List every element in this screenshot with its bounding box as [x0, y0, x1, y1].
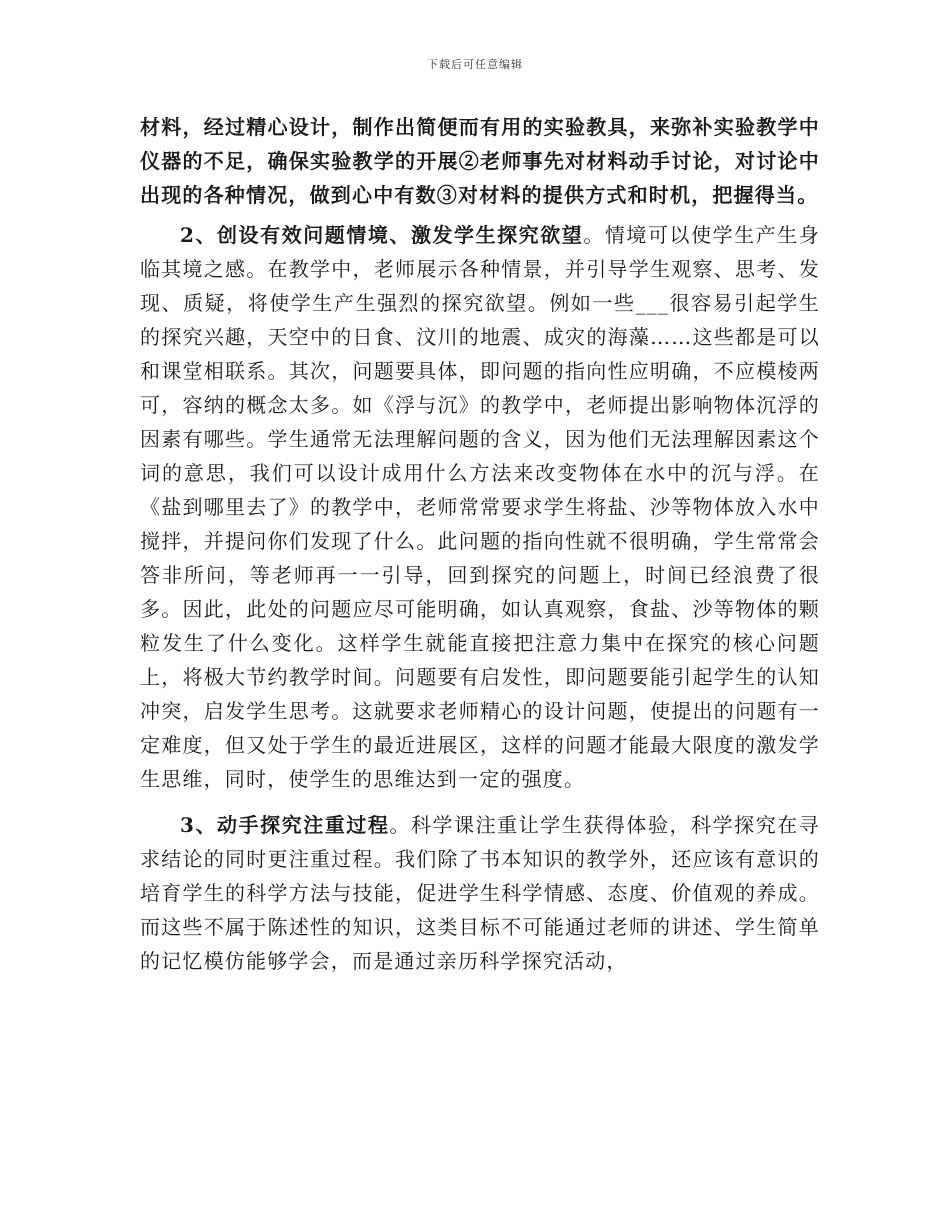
- document-body: [140, 110, 820, 978]
- paragraph-text: 材料，经过精心设计，制作出简便而有用的实验教具，来弥补实验教学中仪器的不足，确保实验教学的开展②老师事先对材料动手讨论，对讨论中出现的各种情况，做到心中有数③对材料的提供方式和时机，把握得当。: [140, 115, 820, 207]
- page-header: 下载后可任意编辑: [427, 58, 523, 71]
- paragraph-materials: [140, 110, 820, 212]
- paragraph-problem-situation: [140, 218, 820, 796]
- section-heading-3: 3、动手探究注重过程: [180, 813, 390, 837]
- paragraph-text: 。科学课注重让学生获得体验，科学探究在寻求结论的同时更注重过程。我们除了书本知识的教学外，还应该有意识的培育学生的科学方法与技能，促进学生科学情感、态度、价值观的养成。而这些不属于陈述性的知识，这类目标不可能通过老师的讲述、学生简单的记忆模仿能够学会，而是通过亲历科学探究活动，: [140, 813, 821, 973]
- paragraph-text: 。情境可以使学生产生身临其境之感。在教学中，老师展示各种情景，并引导学生观察、思考、发现、质疑，将使学生产生强烈的探究欲望。例如一些___很容易引起学生的探究兴趣，天空中的日食、汶川的地震、成灾的海藻……这些都是可以和课堂相联系。其次，问题要具体，即问题的指向性应明确，不应模棱两可，容纳的概念太多。如《浮与沉》的教学中，老师提出影响物体沉浮的因素有哪些。学生通常无法理解问题的含义，因为他们无法理解因素这个词的意思，我们可以设计成用什么方法来改变物体在水中的沉与浮。在《盐到哪里去了》的教学中，老师常常要求学生将盐、沙等物体放入水中搅拌，并提问你们发现了什么。此问题的指向性就不很明确，学生常常会答非所问，等老师再一一引导，回到探究的问题上，时间已经浪费了很多。因此，此处的问题应尽可能明确，如认真观察，食盐、沙等物体的颗粒发生了什么变化。这样学生就能直接把注意力集中在探究的核心问题上，将极大节约教学时间。问题要有启发性，即问题要能引起学生的认知冲突，启发学生思考。这就要求老师精心的设计问题，使提出的问题有一定难度，但又处于学生的最近进展区，这样的问题才能最大限度的激发学生思维，同时，使学生的思维达到一定的强度。: [140, 223, 821, 791]
- paragraph-hands-on-inquiry: [140, 808, 820, 978]
- section-heading-2: 2、创设有效问题情境、激发学生探究欲望: [180, 223, 584, 247]
